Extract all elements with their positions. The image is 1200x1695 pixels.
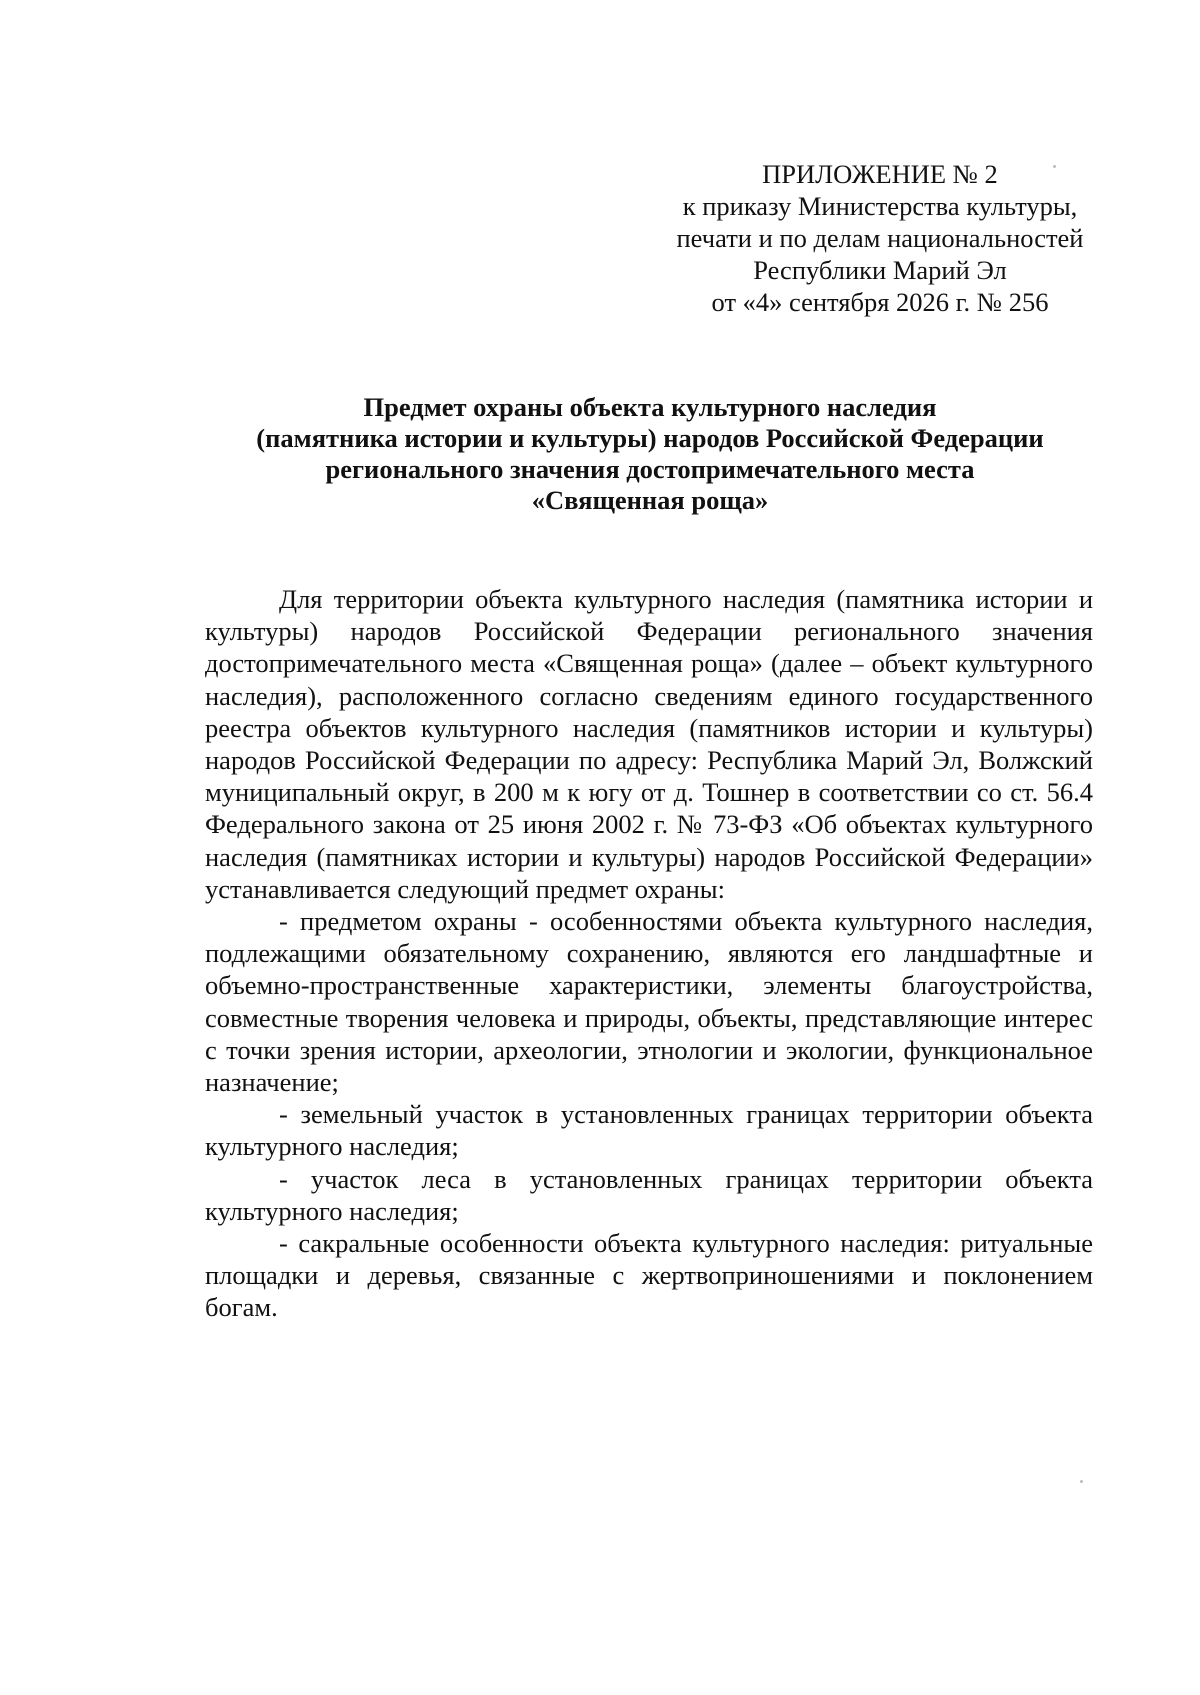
title-line-1: Предмет охраны объекта культурного наследия xyxy=(363,392,937,422)
protection-item: - сакральные особенности объекта культурного наследия: ритуальные площадки и деревья, связанные с жертвоприношениями и поклонением богам. xyxy=(205,1228,1093,1323)
appendix-number: ПРИЛОЖЕНИЕ № 2 xyxy=(762,159,998,189)
document-title xyxy=(200,392,1100,516)
title-line-2: (памятника истории и культуры) народов Российской Федерации xyxy=(256,423,1044,453)
appendix-date-number: от «4» сентября 2026 г. № 256 xyxy=(711,287,1049,317)
intro-paragraph: Для территории объекта культурного наследия (памятника истории и культуры) народов Российской Федерации регионального значения достопримечательного места «Священная роща» (далее – объект культурного наследия), расположенного согласно сведениям единого государственного реестра объектов культурного наследия (памятников истории и культуры) народов Российской Федерации по адресу: Республика Марий Эл, Волжский муниципальный округ, в 200 м к югу от д. Тошнер в соответствии со ст. 56.4 Федерального закона от 25 июня 2002 г. № 73-ФЗ «Об объектах культурного наследия (памятниках истории и культуры) народов Российской Федерации» устанавливается следующий предмет охраны: xyxy=(205,584,1093,904)
document-body xyxy=(205,583,1093,1324)
title-line-4: «Священная роща» xyxy=(531,485,769,515)
scan-speck xyxy=(1053,165,1056,168)
appendix-republic: Республики Марий Эл xyxy=(753,255,1007,285)
protection-item: - участок леса в установленных границах территории объекта культурного наследия; xyxy=(205,1163,1093,1226)
protection-item: - земельный участок в установленных границах территории объекта культурного наследия; xyxy=(205,1099,1093,1162)
protection-item: - предметом охраны - особенностями объекта культурного наследия, подлежащими обязательному сохранению, являются его ландшафтные и объемно-пространственные характеристики, элементы благоустройства, совместные творения человека и природы, объекты, представляющие интерес с точки зрения истории, археологии, этнологии и экологии, функциональное назначение; xyxy=(205,906,1093,1098)
title-line-3: регионального значения достопримечательного места xyxy=(325,454,975,484)
scan-speck xyxy=(1080,1480,1083,1483)
appendix-ministry: печати и по делам национальностей xyxy=(676,223,1084,253)
appendix-order-ref: к приказу Министерства культуры, xyxy=(682,191,1078,221)
appendix-header xyxy=(640,158,1120,318)
